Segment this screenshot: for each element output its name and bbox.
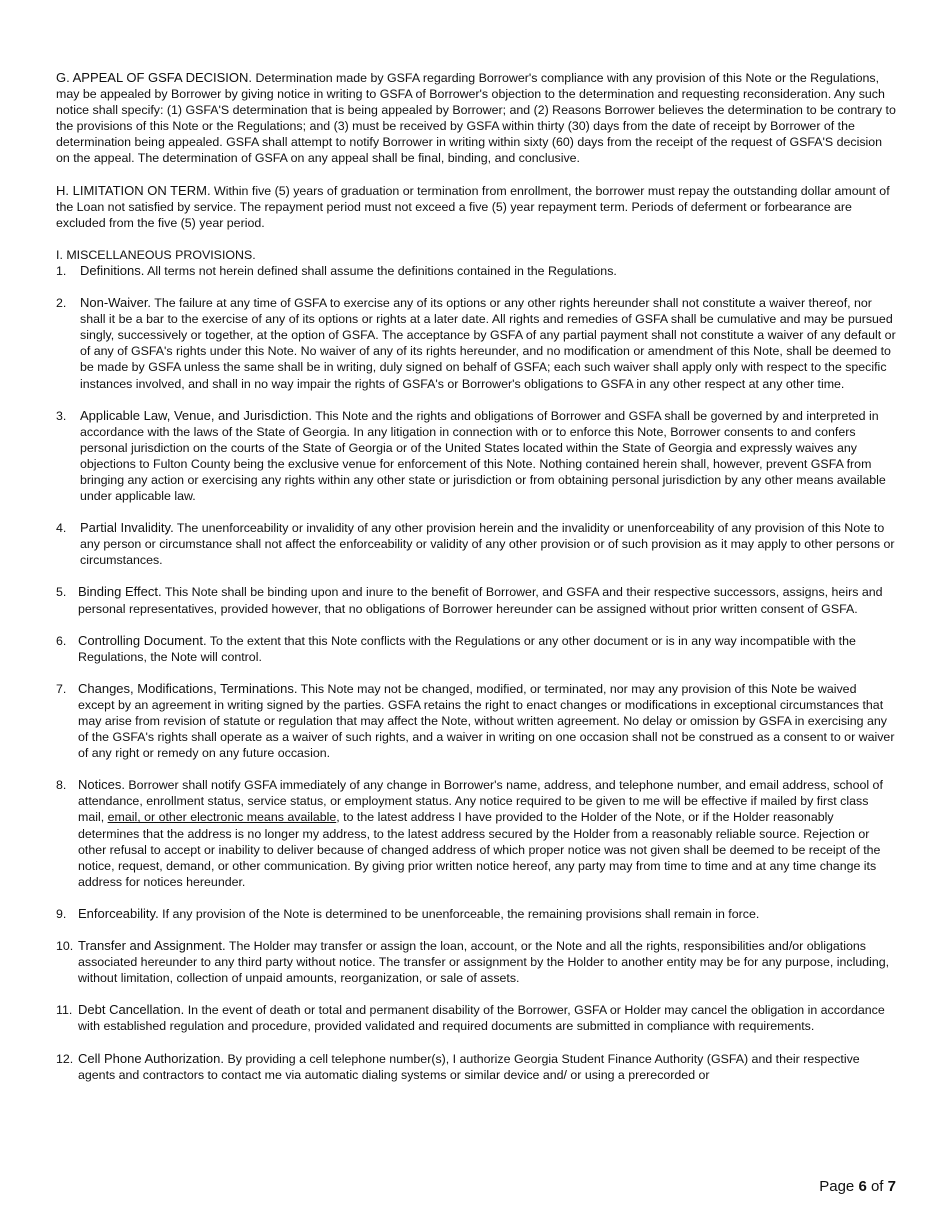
provision-12-cell-phone [56,1051,896,1083]
provision-11-debt-cancellation [56,1002,896,1034]
provision-number: 6. [56,633,67,648]
provision-title: Cell Phone Authorization. [78,1050,224,1066]
document-page [56,70,896,1099]
provision-title: Transfer and Assignment. [78,938,226,954]
provision-body: By providing a cell telephone number(s), I authorize Georgia Student Finance Authority (GSFA) and their respective agents and contractors to contact me via automatic dialing systems or similar device and/ or using a prerecorded or [78,1051,860,1082]
provision-number: 7. [56,681,67,696]
provision-title: Binding Effect. [78,584,162,600]
provision-title: Changes, Modifications, Terminations. [78,680,298,696]
provision-3-applicable-law [56,408,896,505]
provision-body-underlined: email, or other electronic means available [107,810,337,825]
provision-number: 10. [56,939,74,954]
provision-title: Non-Waiver. [80,295,152,311]
provision-body-part-2: , to the latest address I have provided to the Holder of the Note, or if the Holder reasonably determines that the address is no longer my address, to the latest address secured by the Holder from a reasonably reliable source. Rejection or other refusal to accept or inability to deliver because of changed address of which proper notice was not given shall be deemed to be receipt of the notice, request, demand, or other communication. By giving prior written notice hereof, any party may from time to time and at any time change its address for notices hereunder. [78,810,881,889]
provision-6-controlling-document [56,633,896,665]
provision-body: The failure at any time of GSFA to exercise any of its options or any other rights hereunder shall not constitute a waiver thereof, nor shall it be a bar to the exercise of any of its options or rights at a later date. All rights and remedies of GSFA shall be cumulative and may be pursued singly, successively or together, at the option of GSFA. The acceptance by GSFA of any partial payment shall not constitute a waiver of any default or of any of GSFA's rights under this Note. No waiver of any of its rights hereunder, and no modification or amendment of this Note, shall be deemed to be made by GSFA unless the same shall be in writing, duly signed on behalf of GSFA; each such waiver shall apply only with respect to the specific instances involved, and shall in no way impair the rights of GSFA's or Borrower's obligations to GSFA in any other respect at any other time. [80,296,896,391]
provision-title: Partial Invalidity. [80,520,174,536]
provision-body: If any provision of the Note is determined to be unenforceable, the remaining provisions shall remain in force. [162,906,760,921]
provision-body-part-1: Borrower shall notify GSFA immediately of any change in Borrower's name, address, and telephone number, and email address, school of attendance, enrollment status, service status, or employment status. Any notice required to be given to me will be effective if mailed by first class mail, [78,778,883,825]
provision-body: All terms not herein defined shall assume the definitions contained in the Regulations. [147,263,617,278]
section-g-body: Determination made by GSFA regarding Borrower's compliance with any provision of this Note or the Regulations, may be appealed by Borrower by giving notice in writing to GSFA of Borrower's objection to the determination and requesting reconsideration. Any such notice shall specify: (1) GSFA'S determination that is being appealed by Borrower; and (2) Reasons Borrower believes the determination to be contrary to the provisions of this Note or the Regulations; and (3) must be received by GSFA within thirty (30) days from the date of receipt by Borrower of the determination being appealed. GSFA shall attempt to notify Borrower in writing within sixty (60) days from the receipt of the request of GSFA'S decision on the appeal. The determination of GSFA on any appeal shall be final, binding, and conclusive. [56,71,896,166]
provision-body: The unenforceability or invalidity of any other provision herein and the invalidity or unenforceability of any provision of this Note to any person or circumstance shall not affect the enforceability or validity of any other provision or of such provision as it may apply to other persons or circumstances. [80,521,895,568]
provision-title: Definitions. [80,262,145,278]
provision-4-partial-invalidity [56,520,896,568]
provision-body: To the extent that this Note conflicts with the Regulations or any other document or is in any way incompatible with the Regulations, the Note will control. [78,633,856,664]
provision-title: Applicable Law, Venue, and Jurisdiction. [80,407,312,423]
provision-title: Notices. [78,777,125,793]
provision-number: 5. [56,585,67,600]
provision-body: The Holder may transfer or assign the loan, account, or the Note and all the rights, responsibilities and/or obligations associated hereunder to any third party without notice. The transfer or assignment by the Holder to another entity may be for any purpose, including, without limitation, collection of unpaid amounts, reorganization, or sale of assets. [78,939,890,986]
provision-number: 11. [56,1003,73,1018]
provision-10-transfer [56,938,896,986]
provision-number: 2. [56,296,67,311]
provision-5-binding-effect [56,584,896,616]
page-label: Page [819,1178,855,1195]
provision-body: This Note and the rights and obligations of Borrower and GSFA shall be governed by and interpreted in accordance with the laws of the State of Georgia. In any litigation in connection with or to enforce this Note, Borrower consents to and confers personal jurisdiction on the courts of the State of Georgia or of the United States located within the State of Georgia and expressly waives any objections to Fulton County being the exclusive venue for enforcement of this Note. Nothing contained herein shall, however, prevent GSFA from bringing any action or exercising any rights within any other state or jurisdiction or from obtaining personal jurisdiction by any other means available under applicable law. [80,408,886,504]
total-pages-number: 7 [887,1178,896,1195]
section-h-heading: H. LIMITATION ON TERM. [56,182,211,198]
provision-body: In the event of death or total and permanent disability of the Borrower, GSFA or Holder may cancel the obligation in accordance with established regulation and procedure, provided validated and required documents are submitted in compliance with requirements. [78,1003,885,1034]
provision-9-enforceability [56,906,896,922]
provision-title: Debt Cancellation. [78,1002,185,1018]
section-h-body: Within five (5) years of graduation or termination from enrollment, the borrower must repay the outstanding dollar amount of the Loan not satisfied by service. The repayment period must not exceed a five (5) year repayment term. Periods of deferment or forbearance are excluded from the five (5) year period. [56,183,890,230]
section-g-appeal [56,70,896,167]
provision-1-definitions [56,263,896,279]
provision-body: This Note shall be binding upon and inure to the benefit of Borrower, and GSFA and their respective successors, assigns, heirs and personal representatives, provided however, that no obligations of Borrower hereunder can be assigned without prior written consent of GSFA. [78,585,883,616]
provision-number: 1. [56,263,67,278]
provision-number: 8. [56,778,67,793]
section-h-limitation [56,183,896,231]
provision-body: This Note may not be changed, modified, or terminated, nor may any provision of this Note be waived except by an agreement in writing signed by the parties. GSFA retains the right to enact changes or modifications in exceptional circumstances that may arise from revision of statute or regulation that may affect the Note, without written agreement. No delay or omission by GSFA in exercising any of the GSFA's rights shall operate as a waiver of such rights, and a waiver in writing on one occasion shall not be construed as a consent to or waiver of any right or remedy on any future occasion. [78,681,895,761]
provision-2-non-waiver [56,295,896,392]
provision-title: Enforceability. [78,905,159,921]
provision-number: 4. [56,521,67,536]
provision-number: 9. [56,906,67,921]
of-label: of [870,1178,884,1195]
provision-7-changes [56,681,896,761]
provision-number: 12. [56,1051,74,1066]
section-g-heading: G. APPEAL OF GSFA DECISION. [56,70,253,85]
current-page-number: 6 [858,1178,867,1195]
provision-8-notices [56,777,896,890]
section-i-heading: I. MISCELLANEOUS PROVISIONS. [56,247,256,262]
provision-number: 3. [56,408,67,423]
page-number-footer [819,1177,896,1197]
provision-title: Controlling Document. [78,632,207,648]
